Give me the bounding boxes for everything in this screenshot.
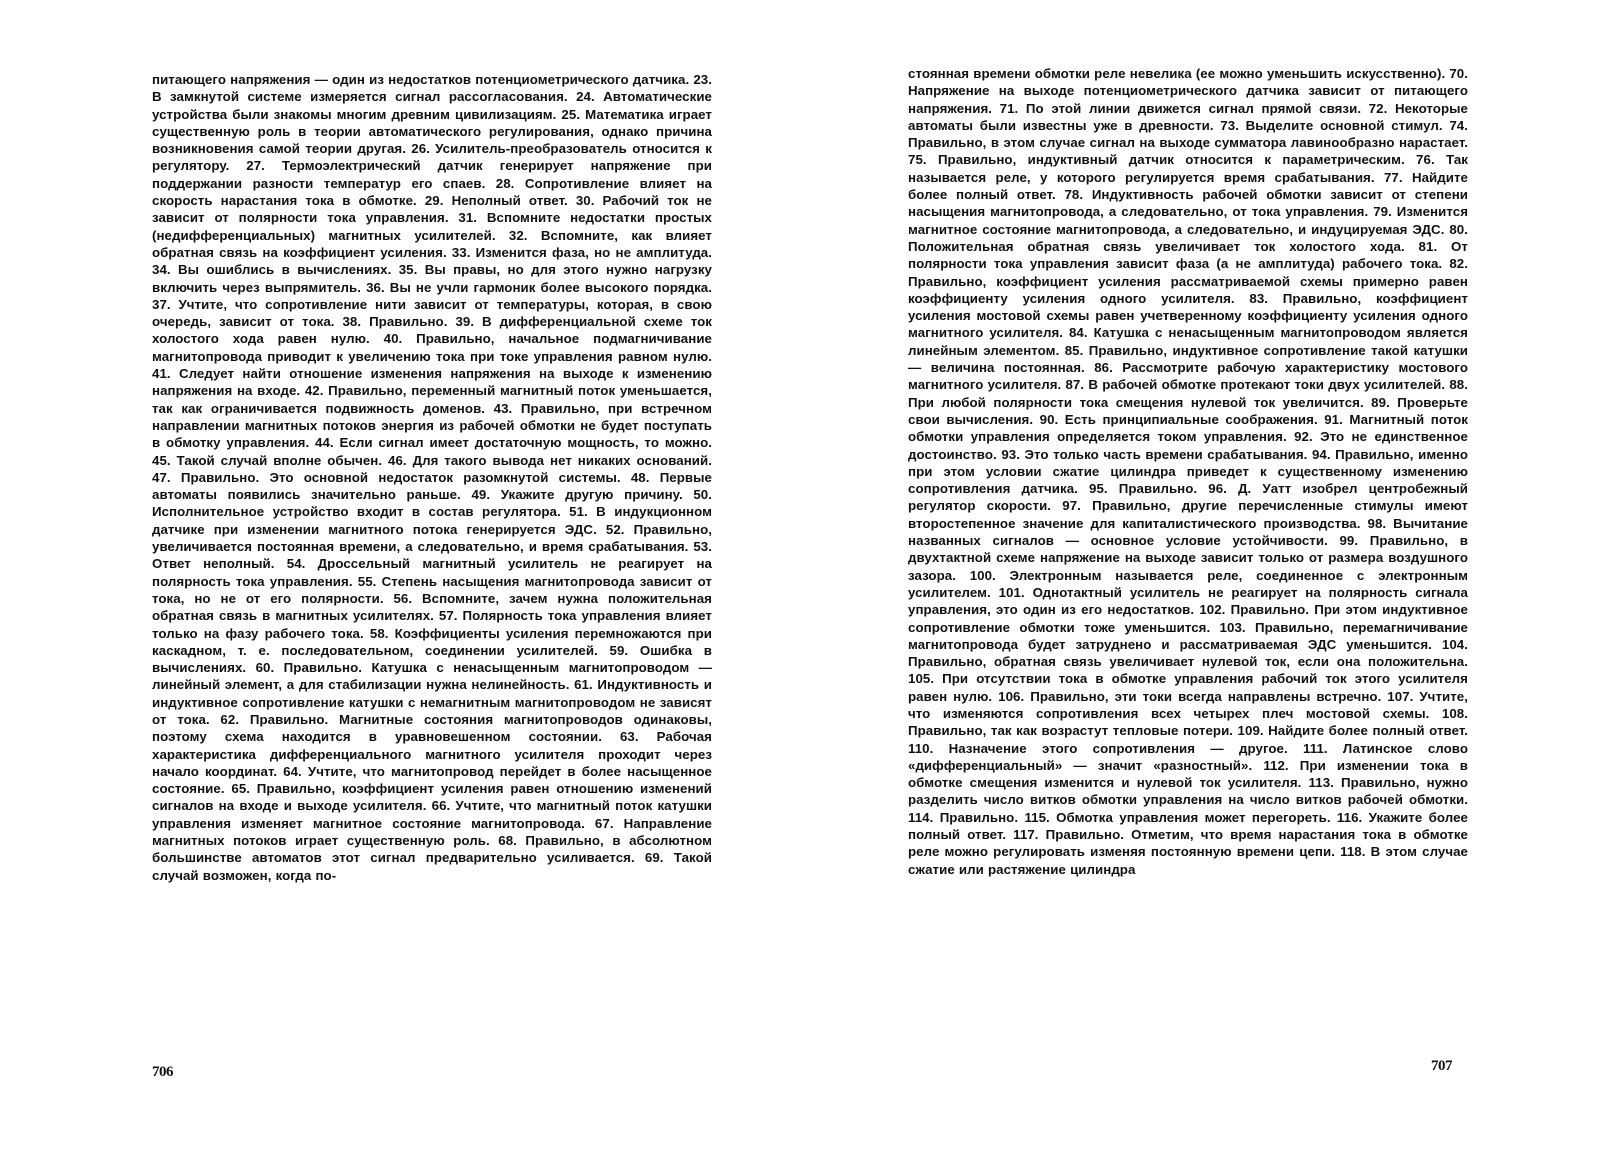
right-page-number: 707 xyxy=(1431,1058,1452,1074)
left-page-number: 706 xyxy=(152,1064,173,1080)
right-page-text: стоянная времени обмотки реле невелика (ее можно уменьшить искусственно). 70. Напряжение на выходе потенциометрического датчика зависит от питающего напряжения. 71. По этой линии движется сигнал прямой связи. 72. Некоторые автоматы были известны уже в древности. 73. Выделите основной стимул. 74. Правильно, в этом случае сигнал на выходе сумматора лавинообразно нарастает. 75. Правильно, индуктивный датчик относится к параметрическим. 76. Так называется реле, у которого регулируется время срабатывания. 77. Найдите более полный ответ. 78. Индуктивность рабочей обмотки зависит от степени насыщения магнитопровода, а следовательно, от тока управления. 79. Изменится магнитное состояние магнитопровода, а следовательно, и индуцируемая ЭДС. 80. Положительная обратная связь увеличивает ток холостого хода. 81. От полярности тока управления зависит фаза (а не амплитуда) рабочего тока. 82. Правильно, коэффициент усиления рассматриваемой схемы примерно равен коэффициенту усиления одного усилителя. 83. Правильно, коэффициент усиления мостовой схемы равен учетверенному коэффициенту усиления одного магнитного усилителя. 84. Катушка с ненасыщенным магнитопроводом является линейным элементом. 85. Правильно, индуктивное сопротивление такой катушки — величина постоянная. 86. Рассмотрите рабочую характеристику мостового магнитного усилителя. 87. В рабочей обмотке протекают токи двух усилителей. 88. При любой полярности тока смещения нулевой ток увеличится. 89. Проверьте свои вычисления. 90. Есть принципиальные соображения. 91. Магнитный поток обмотки управления определяется током управления. 92. Это не единственное достоинство. 93. Это только часть времени срабатывания. 94. Правильно, именно при этом условии сжатие цилиндра приведет к существенному изменению сопротивления датчика. 95. Правильно. 96. Д. Уатт изобрел центробежный регулятор скорости. 97. Правильно, другие перечисленные стимулы имеют второстепенное значение для капиталистического производства. 98. Вычитание названных сигналов — основное условие устойчивости. 99. Правильно, в двухтактной схеме напряжение на выходе зависит только от размера воздушного зазора. 100. Электронным называется реле, соединенное с электронным усилителем. 101. Однотактный усилитель не реагирует на полярность сигнала управления, это один из его недостатков. 102. Правильно. При этом индуктивное сопротивление обмотки тоже уменьшится. 103. Правильно, перемагничивание магнитопровода будет затруднено и рассматриваемая ЭДС уменьшится. 104. Правильно, обратная связь увеличивает нулевой ток, если она положительна. 105. При отсутствии тока в обмотке управления рабочий ток этого усилителя равен нулю. 106. Правильно, эти токи всегда направлены встречно. 107. Учтите, что изменяются сопротивления всех четырех плеч мостовой схемы. 108. Правильно, так как возрастут тепловые потери. 109. Найдите более полный ответ. 110. Назначение этого сопротивления — другое. 111. Латинское слово «дифференциальный» — значит «разностный». 112. При изменении тока в обмотке смещения изменится и нулевой ток усилителя. 113. Правильно, нужно разделить число витков обмотки управления на число витков рабочей обмотки. 114. Правильно. 115. Обмотка управления может перегореть. 116. Укажите более полный ответ. 117. Правильно. Отметим, что время нарастания тока в обмотке реле можно регулировать изменяя постоянную времени цепи. 118. В этом случае сжатие или растяжение цилиндра xyxy=(908,66,1468,877)
right-page xyxy=(806,0,1611,1173)
left-page xyxy=(0,0,805,1173)
left-page-text: питающего напряжения — один из недостатков потенциометрического датчика. 23. В замкнутой системе измеряется сигнал рассогласования. 24. Автоматические устройства были знакомы многим древним цивилизациям. 25. Математика играет существенную роль в теории автоматического регулирования, однако причина возникновения самой теории другая. 26. Усилитель-преобразователь относится к регулятору. 27. Термоэлектрический датчик генерирует напряжение при поддержании разности температур его спаев. 28. Сопротивление влияет на скорость нарастания тока в обмотке. 29. Неполный ответ. 30. Рабочий ток не зависит от полярности тока управления. 31. Вспомните недостатки простых (недифференциальных) магнитных усилителей. 32. Вспомните, как влияет обратная связь на коэффициент усиления. 33. Изменится фаза, но не амплитуда. 34. Вы ошиблись в вычислениях. 35. Вы правы, но для этого нужно нагрузку включить через выпрямитель. 36. Вы не учли гармоник более высокого порядка. 37. Учтите, что сопротивление нити зависит от температуры, которая, в свою очередь, зависит от тока. 38. Правильно. 39. В дифференциальной схеме ток холостого хода равен нулю. 40. Правильно, начальное подмагничивание магнитопровода приводит к увеличению тока при токе управления равном нулю. 41. Следует найти отношение изменения напряжения на выходе к изменению напряжения на входе. 42. Правильно, переменный магнитный поток уменьшается, так как ограничивается подвижность доменов. 43. Правильно, при встречном направлении магнитных потоков энергия из рабочей обмотки не будет поступать в обмотку управления. 44. Если сигнал имеет достаточную мощность, то можно. 45. Такой случай вполне обычен. 46. Для такого вывода нет никаких оснований. 47. Правильно. Это основной недостаток разомкнутой системы. 48. Первые автоматы появились значительно раньше. 49. Укажите другую причину. 50. Исполнительное устройство входит в состав регулятора. 51. В индукционном датчике при изменении магнитного потока генерируется ЭДС. 52. Правильно, увеличивается постоянная времени, а следовательно, и время срабатывания. 53. Ответ неполный. 54. Дроссельный магнитный усилитель не реагирует на полярность тока управления. 55. Степень насыщения магнитопровода зависит от тока, но не от его полярности. 56. Вспомните, зачем нужна положительная обратная связь в магнитных усилителях. 57. Полярность тока управления влияет только на фазу рабочего тока. 58. Коэффициенты усиления перемножаются при каскадном, т. е. последовательном, соединении усилителей. 59. Ошибка в вычислениях. 60. Правильно. Катушка с ненасыщенным магнитопроводом — линейный элемент, а для стабилизации нужна нелинейность. 61. Индуктивность и индуктивное сопротивление катушки с немагнитным магнитопроводом не зависят от тока. 62. Правильно. Магнитные состояния магнитопроводов одинаковы, поэтому схема находится в уравновешенном состоянии. 63. Рабочая характеристика дифференциального магнитного усилителя проходит через начало координат. 64. Учтите, что магнитопровод перейдет в более насыщенное состояние. 65. Правильно, коэффициент усиления равен отношению изменений сигналов на входе и выходе усилителя. 66. Учтите, что магнитный поток катушки управления изменяет магнитное состояние магнитопровода. 67. Направление магнитных потоков играет существенную роль. 68. Правильно, в абсолютном большинстве автоматов этот сигнал предварительно усиливается. 69. Такой случай возможен, когда по- xyxy=(152,72,712,883)
